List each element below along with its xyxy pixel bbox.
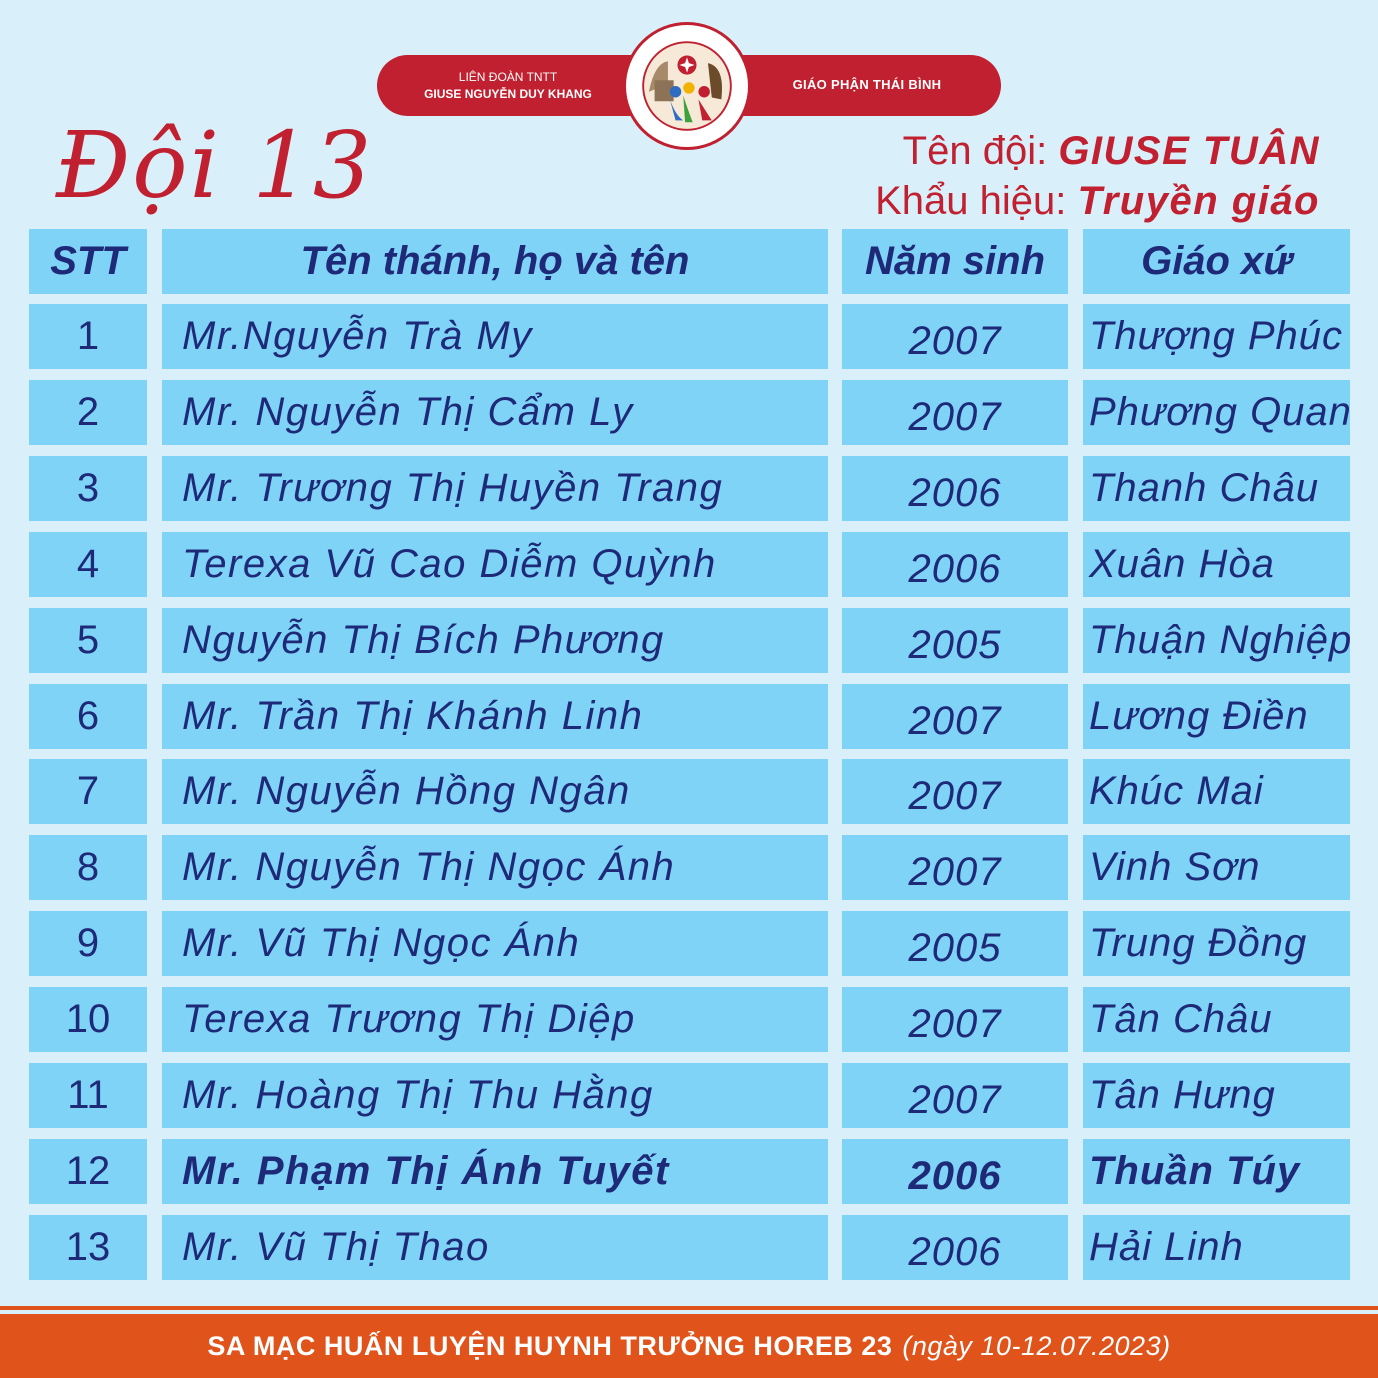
table-row	[0, 1139, 1378, 1204]
federation-line2: GIUSE NGUYỄN DUY KHANG	[424, 87, 592, 101]
federation-logo	[623, 22, 751, 150]
parish-cell: Thuần Túy	[1083, 1139, 1350, 1204]
stt-cell: 11	[29, 1063, 147, 1128]
name-cell: Mr. Vũ Thị Ngọc Ánh	[162, 911, 828, 976]
parish-cell: Thanh Châu	[1083, 456, 1350, 521]
table-row	[0, 456, 1378, 521]
name-cell: Mr.Nguyễn Trà My	[162, 304, 828, 369]
table-row	[0, 759, 1378, 824]
name-cell: Terexa Trương Thị Diệp	[162, 987, 828, 1052]
parish-cell: Thượng Phúc	[1083, 304, 1350, 369]
footer-banner	[0, 1314, 1378, 1378]
stt-cell: 8	[29, 835, 147, 900]
team-motto-label: Khẩu hiệu:	[875, 179, 1067, 223]
stt-cell: 2	[29, 380, 147, 445]
footer-date: (ngày 10-12.07.2023)	[902, 1330, 1171, 1361]
header-name: Tên thánh, họ và tên	[162, 229, 828, 294]
team-name-value: GIUSE TUÂN	[1058, 129, 1320, 173]
team-motto-line	[875, 176, 1320, 226]
parish-cell: Phương Quan	[1083, 380, 1350, 445]
parish-cell: Lương Điền	[1083, 684, 1350, 749]
birth-year-cell: 2007	[842, 1063, 1068, 1128]
birth-year-cell: 2007	[842, 835, 1068, 900]
footer-divider	[0, 1306, 1378, 1310]
birth-year-cell: 2005	[842, 911, 1068, 976]
parish-cell: Tân Hưng	[1083, 1063, 1350, 1128]
stt-cell: 9	[29, 911, 147, 976]
table-row	[0, 1063, 1378, 1128]
birth-year-cell: 2006	[842, 532, 1068, 597]
parish-cell: Thuận Nghiệp	[1083, 608, 1350, 673]
stt-cell: 10	[29, 987, 147, 1052]
table-row	[0, 684, 1378, 749]
table-row	[0, 835, 1378, 900]
birth-year-cell: 2005	[842, 608, 1068, 673]
parish-cell: Xuân Hòa	[1083, 532, 1350, 597]
name-cell: Terexa Vũ Cao Diễm Quỳnh	[162, 532, 828, 597]
birth-year-cell: 2007	[842, 304, 1068, 369]
birth-year-cell: 2006	[842, 1215, 1068, 1280]
name-cell: Mr. Nguyễn Thị Cẩm Ly	[162, 380, 828, 445]
stt-cell: 1	[29, 304, 147, 369]
name-cell: Mr. Trương Thị Huyền Trang	[162, 456, 828, 521]
team-motto-value: Truyền giáo	[1077, 179, 1320, 223]
table-row	[0, 304, 1378, 369]
table-row	[0, 608, 1378, 673]
name-cell: Mr. Hoàng Thị Thu Hằng	[162, 1063, 828, 1128]
footer-title: SA MẠC HUẤN LUYỆN HUYNH TRƯỞNG HOREB 23	[207, 1330, 893, 1361]
name-cell: Mr. Nguyễn Hồng Ngân	[162, 759, 828, 824]
name-cell: Mr. Vũ Thị Thao	[162, 1215, 828, 1280]
header-birth-year: Năm sinh	[842, 229, 1068, 294]
stt-cell: 3	[29, 456, 147, 521]
stt-cell: 12	[29, 1139, 147, 1204]
federation-name	[377, 69, 639, 103]
stt-cell: 7	[29, 759, 147, 824]
stt-cell: 5	[29, 608, 147, 673]
header-stt: STT	[29, 229, 147, 294]
team-name-label: Tên đội:	[902, 129, 1048, 173]
table-row	[0, 911, 1378, 976]
name-cell: Mr. Trần Thị Khánh Linh	[162, 684, 828, 749]
team-title: Đội 13	[56, 112, 374, 219]
birth-year-cell: 2006	[842, 456, 1068, 521]
stt-cell: 13	[29, 1215, 147, 1280]
birth-year-cell: 2007	[842, 759, 1068, 824]
table-row	[0, 1215, 1378, 1280]
team-name-line	[875, 126, 1320, 176]
parish-cell: Vinh Sơn	[1083, 835, 1350, 900]
parish-cell: Trung Đồng	[1083, 911, 1350, 976]
stt-cell: 6	[29, 684, 147, 749]
name-cell: Mr. Nguyễn Thị Ngọc Ánh	[162, 835, 828, 900]
birth-year-cell: 2006	[842, 1139, 1068, 1204]
birth-year-cell: 2007	[842, 380, 1068, 445]
birth-year-cell: 2007	[842, 684, 1068, 749]
name-cell: Mr. Phạm Thị Ánh Tuyết	[162, 1139, 828, 1204]
team-info	[875, 126, 1320, 226]
table-row	[0, 380, 1378, 445]
table-row	[0, 987, 1378, 1052]
name-cell: Nguyễn Thị Bích Phương	[162, 608, 828, 673]
stt-cell: 4	[29, 532, 147, 597]
federation-line1: LIÊN ĐOÀN TNTT	[458, 70, 558, 84]
birth-year-cell: 2007	[842, 987, 1068, 1052]
parish-cell: Tân Châu	[1083, 987, 1350, 1052]
parish-cell: Khúc Mai	[1083, 759, 1350, 824]
diocese-name: GIÁO PHẬN THÁI BÌNH	[792, 77, 942, 92]
table-row	[0, 532, 1378, 597]
header-parish: Giáo xứ	[1083, 229, 1350, 294]
parish-cell: Hải Linh	[1083, 1215, 1350, 1280]
